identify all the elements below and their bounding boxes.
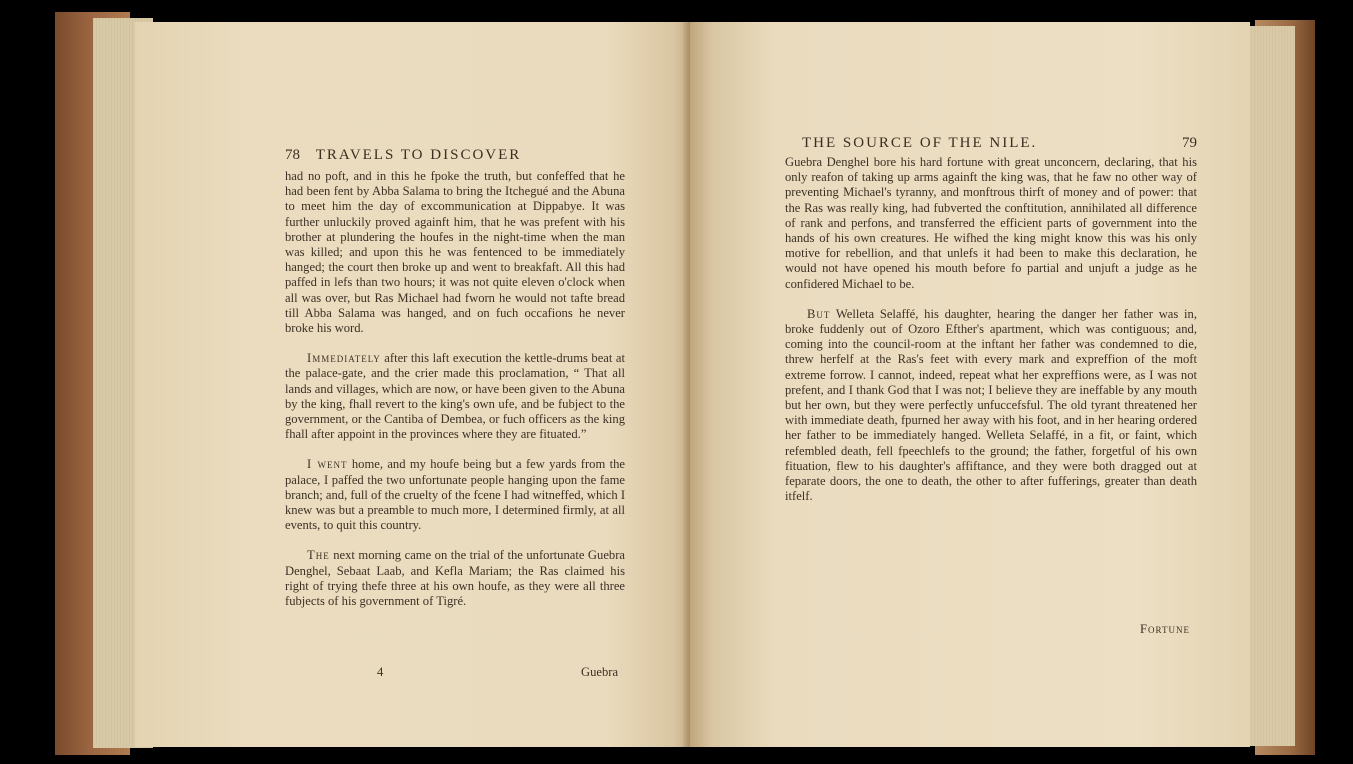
open-book — [55, 12, 1295, 755]
right-page-edges — [1245, 26, 1295, 746]
right-paragraph-2 — [785, 307, 1197, 505]
left-page-number: 78 — [285, 147, 300, 163]
right-header — [802, 135, 1197, 152]
left-signature-mark: 4 — [377, 665, 384, 679]
left-running-head: TRAVELS TO DISCOVER — [315, 147, 522, 163]
paragraph-lead: But — [807, 306, 831, 321]
left-paragraph-4 — [285, 548, 625, 609]
paragraph-lead: I went — [307, 457, 348, 472]
right-page-number: 79 — [1182, 135, 1197, 151]
paragraph-lead: Immediately — [307, 351, 381, 366]
paragraph-lead: The — [307, 548, 330, 563]
left-header — [285, 147, 521, 164]
paragraph-text: had no poft, and in this he fpoke the truth, but confeffed that he had been fent by Abba Salama to bring the Itchegué and the Abuna to meet him the day of excommunication at Dippabye. It was further unluckily proved againft him, that he was prefent with his brother at plundering the houfes in the night-time when the man was killed; and upon this he was fentenced to be immediately hanged; the court then broke up and went to breakfaft. All this had paffed in lefs than two hours; it was not quite eleven o'clock when all was over, but Ras Michael had fworn he would not tafte bread till Abba Salama was hanged, and on fuch occafions he never broke his word. — [285, 169, 625, 336]
right-running-head: THE SOURCE OF THE NILE. — [802, 135, 1038, 151]
paragraph-text: home, and my houfe being but a few yards from the palace, I paffed the two unfortunate people hanging upon the fame branch; and, full of the cruelty of the fcene I had witneffed, which I knew was but a preamble to much more, I determined firmly, at all events, to quit this country. — [285, 457, 626, 533]
paragraph-text: Welleta Selaffé, his daughter, hearing the danger her father was in, broke fuddenly out of Ozoro Efther's apartment, which was contiguous; and, coming into the council-room at the inftant her father was condemned to die, threw herfelf at the Ras's feet with every mark and expreffion of the moft extreme forrow. I cannot, indeed, repeat what her expreffions were, as I was not prefent, and I thank God that I was not; I believe they are ineffable by any mouth but her own, but they were perfectly unfuccefsful. The old tyrant threatened her with immediate death, fpurned her away with his foot, and in her hearing ordered her father to be immediately hanged. Welleta Selaffé, in a fit, or faint, which refembled death, fell fpeechlefs to the ground; the father, forgetful of his own fituation, flew to his daughter's affiftance, and they were both dragged out at feparate doors, the one to death, the other to after fufferings, greater than death itfelf. — [785, 306, 1197, 504]
right-paragraph-1 — [785, 155, 1197, 292]
paragraph-text: next morning came on the trial of the unfortunate Guebra Denghel, Sebaat Laab, and Kefla Mariam; the Ras claimed his right of trying thefe three at his own houfe, as they were all three fubjects of his government of Tigré. — [285, 548, 625, 609]
left-catchword: Guebra — [581, 665, 619, 679]
paragraph-text: after this laft execution the kettle-drums beat at the palace-gate, and the crier made this proclamation, “ That all lands and villages, which are now, or have been given to the Abuna by the king, fhall revert to the king's own ufe, and be fubject to the government, or the Cantiba of Dembea, or fuch officers as the king fhall after appoint in the provinces where they are fituated.” — [285, 351, 625, 442]
left-text-block — [285, 169, 625, 624]
right-text-block — [785, 155, 1197, 519]
left-paragraph-3 — [285, 457, 625, 533]
left-paragraph-1 — [285, 169, 625, 336]
paragraph-text: Guebra Denghel bore his hard fortune with great unconcern, declaring, that his only reafon of taking up arms againft the king was, that he faw no other way of preventing Michael's tyranny, and monftrous thirft of money and of power: that the Ras was really king, had fubverted the conftitution, annihilated all difference of rank and perfons, and transferred the efficient parts of government into the hands of his own creatures. He wifhed the king might know this was his only motive for rebellion, and that unlefs it had been to make this declaration, he would not have opened his mouth before fo partial and unjuft a judge as he confidered Michael to be. — [785, 155, 1197, 291]
right-catchword: Fortune — [1140, 622, 1190, 636]
right-page — [690, 22, 1250, 747]
left-paragraph-2 — [285, 351, 625, 442]
left-page — [135, 22, 690, 747]
